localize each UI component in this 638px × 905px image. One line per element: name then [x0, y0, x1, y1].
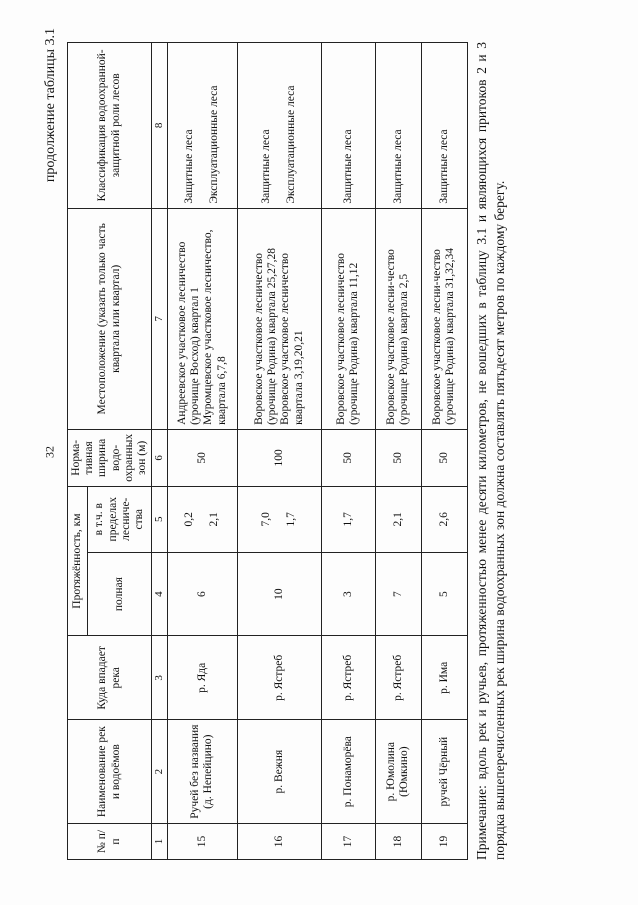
length-within-value: 1,7	[285, 512, 298, 527]
location: Воровское участковое лесни-чество (урочище Родина) квартала 31,32,34	[421, 208, 467, 429]
zone-width: 50	[421, 429, 467, 486]
location: Воровское участковое лесничество (урочище Родина) квартала 11,12	[321, 208, 375, 429]
column-number: 4	[152, 552, 168, 636]
header-location: Местоположение (указать только часть квартала или квартал)	[68, 208, 152, 429]
rivers-table	[67, 42, 468, 860]
flows-into: р. Има	[421, 636, 467, 720]
river-name: р. Понаморёва	[321, 720, 375, 824]
classification: Защитные леса	[421, 43, 467, 209]
table-row	[237, 43, 321, 860]
river-name: р. Вежня	[237, 720, 321, 824]
flows-into: р. Ястреб	[375, 636, 421, 720]
column-number: 5	[152, 486, 168, 552]
length-full: 3	[321, 552, 375, 636]
classification-entry: Защитные леса	[260, 129, 273, 204]
classification-entry: Эксплуатационные леса	[208, 85, 221, 204]
flows-into: р. Ястреб	[321, 636, 375, 720]
length-full: 10	[237, 552, 321, 636]
table-row	[321, 43, 375, 860]
classification-entry: Защитные леса	[183, 129, 196, 204]
table-note: Примечание: вдоль рек и ручьев, протяженностью менее десяти километров, не вошедших в таблицу 3.1 и являющихся притоков 2 и 3 порядка вышеперечисленных рек ширина водоохранных зон должна составлять пятьдесят метров по каждому берегу.	[474, 42, 507, 860]
column-number: 6	[152, 429, 168, 486]
row-number: 17	[321, 824, 375, 860]
header-length-within: в т.ч. в пределах лесниче-ства	[88, 486, 152, 552]
header-name: Наименование рек и водоёмов	[68, 720, 152, 824]
flows-into: р. Яда	[167, 636, 237, 720]
zone-width: 50	[321, 429, 375, 486]
row-number: 16	[237, 824, 321, 860]
river-name: Ручей без названия (д. Непейцино)	[167, 720, 237, 824]
length-within	[167, 486, 237, 552]
table-row	[421, 43, 467, 860]
location-entry: Муромцевское участковое лесничество, квартала 6,7,8	[202, 229, 228, 425]
classification	[167, 43, 237, 209]
classification	[237, 43, 321, 209]
location-entry: Андреевское участковое лесничество (урочище Восход) квартал 1	[176, 241, 202, 425]
location	[167, 208, 237, 429]
column-number: 2	[152, 720, 168, 824]
header-number: № п/п	[68, 824, 152, 860]
river-name: ручей Чёрный	[421, 720, 467, 824]
classification: Защитные леса	[321, 43, 375, 209]
header-flows-into: Куда впадает река	[68, 636, 152, 720]
header-length: Протяжённость, км	[68, 486, 88, 636]
length-within	[237, 486, 321, 552]
column-number: 1	[152, 824, 168, 860]
zone-width: 100	[237, 429, 321, 486]
length-within-value: 7,0	[260, 512, 273, 527]
location-entry: Воровское участковое лесничество квартала 3,19,20,21	[279, 252, 305, 425]
length-within: 2,6	[421, 486, 467, 552]
column-number: 3	[152, 636, 168, 720]
zone-width: 50	[375, 429, 421, 486]
length-within: 1,7	[321, 486, 375, 552]
location: Воровское участковое лесни-чество (урочище Родина) квартала 2,5	[375, 208, 421, 429]
column-number: 8	[152, 43, 168, 209]
row-number: 18	[375, 824, 421, 860]
header-zone-width: Норма-тивная ширина водо-охранных зон (м)	[68, 429, 152, 486]
row-number: 19	[421, 824, 467, 860]
location-entry: Воровское участковое лесничество (урочище Родина) квартала 25,27,28	[253, 247, 279, 425]
length-within-value: 0,2	[183, 512, 196, 527]
rotated-page-content	[39, 16, 599, 888]
row-number: 15	[167, 824, 237, 860]
length-within-value: 2,1	[208, 512, 221, 527]
river-name: р. Юмолина (Юмкино)	[375, 720, 421, 824]
flows-into: р. Ястреб	[237, 636, 321, 720]
zone-width: 50	[167, 429, 237, 486]
continuation-label: продолжение таблицы 3.1	[43, 28, 58, 183]
length-within: 2,1	[375, 486, 421, 552]
header-length-full: полная	[88, 552, 152, 636]
location	[237, 208, 321, 429]
header-classification: Классификация водоохранной-защитной роли лесов	[68, 43, 152, 209]
classification: Защитные леса	[375, 43, 421, 209]
length-full: 5	[421, 552, 467, 636]
table-row	[167, 43, 237, 860]
column-number: 7	[152, 208, 168, 429]
length-full: 7	[375, 552, 421, 636]
table-row	[375, 43, 421, 860]
classification-entry: Эксплуатационные леса	[285, 85, 298, 204]
length-full: 6	[167, 552, 237, 636]
page-number: 32	[42, 446, 57, 458]
